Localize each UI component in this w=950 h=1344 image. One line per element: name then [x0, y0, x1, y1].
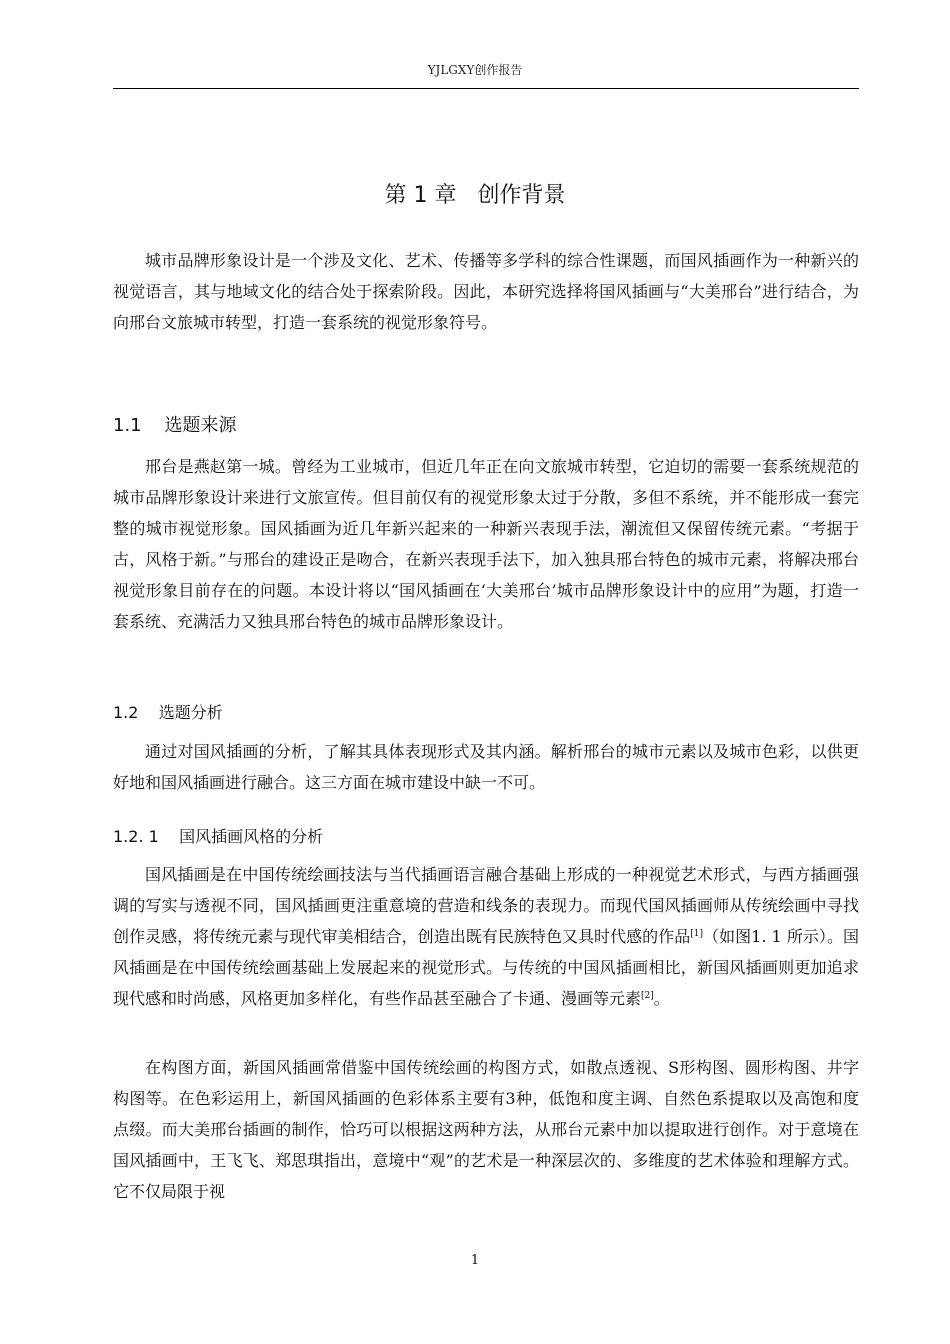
paragraph-text: 国风插画是在中国传统绘画技法与当代插画语言融合基础上形成的一种视觉艺术形式，与西方插画强调的写实与透视不同，国风插画更注重意境的营造和线条的表现力。而现代国风插画师从传统绘画中寻找创作灵感，将传统元素与现代审美相结合，创造出既有民族特色又具时代感的作品 [113, 865, 859, 946]
page-number: 1 [470, 1253, 480, 1268]
section-1-2-1-paragraph-2: 在构图方面，新国风插画常借鉴中国传统绘画的构图方式，如散点透视、S形构图、圆形构图、井字构图等。在色彩运用上，新国风插画的色彩体系主要有3种，低饱和度主调、自然色系提取以及高饱和度点缀。而大美邢台插画的制作，恰巧可以根据这两种方法，从邢台元素中加以提取进行创作。对于意境在国风插画中，王飞飞、郑思琪指出，意境中“观”的艺术是一种深层次的、多维度的艺术体验和理解方式。它不仅局限于视 [113, 1058, 859, 1201]
section-1-2-1-paragraph-1 [113, 859, 859, 1014]
section-heading-1-2-1: 1.2. 1 国风插画风格的分析 [113, 827, 324, 846]
citation-ref-2[interactable]: [2] [641, 991, 654, 1001]
section-1-2-paragraph: 通过对国风插画的分析，了解其具体表现形式及其内涵。解析邢台的城市元素以及城市色彩，以供更好地和国风插画进行融合。这三方面在城市建设中缺一不可。 [113, 742, 859, 792]
paragraph-text: （如图1. 1 所示）。国风插画是在中国传统绘画基础上发展起来的视觉形式。与传统的中国风插画相比，新国风插画则更加追求现代感和时尚感，风格更加多样化，有些作品甚至融合了卡通、漫画等元素 [113, 927, 859, 1008]
section-heading-1-1: 1.1 选题来源 [113, 415, 237, 436]
header-divider [113, 88, 859, 89]
paragraph-text: 。 [653, 989, 670, 1008]
page-header: YJLGXY创作报告 [427, 63, 523, 77]
section-1-1-paragraph: 邢台是燕赵第一城。曾经为工业城市，但近几年正在向文旅城市转型，它迫切的需要一套系统规范的城市品牌形象设计来进行文旅宣传。但目前仅有的视觉形象太过于分散，多但不系统，并不能形成一套完整的城市视觉形象。国风插画为近几年新兴起来的一种新兴表现手法，潮流但又保留传统元素。“考据于古，风格于新。”与邢台的建设正是吻合，在新兴表现手法下，加入独具邢台特色的城市元素，将解决邢台视觉形象目前存在的问题。本设计将以“国风插画在‘大美邢台’城市品牌形象设计中的应用”为题，打造一套系统、充满活力又独具邢台特色的城市品牌形象设计。 [113, 457, 859, 631]
intro-paragraph: 城市品牌形象设计是一个涉及文化、艺术、传播等多学科的综合性课题，而国风插画作为一种新兴的视觉语言，其与地域文化的结合处于探索阶段。因此，本研究选择将国风插画与“大美邢台”进行结合，为向邢台文旅城市转型，打造一套系统的视觉形象符号。 [113, 251, 859, 332]
section-heading-1-2: 1.2 选题分析 [113, 703, 223, 722]
citation-ref-1[interactable]: [1] [690, 929, 704, 939]
chapter-title: 第 1 章 创作背景 [384, 183, 566, 208]
